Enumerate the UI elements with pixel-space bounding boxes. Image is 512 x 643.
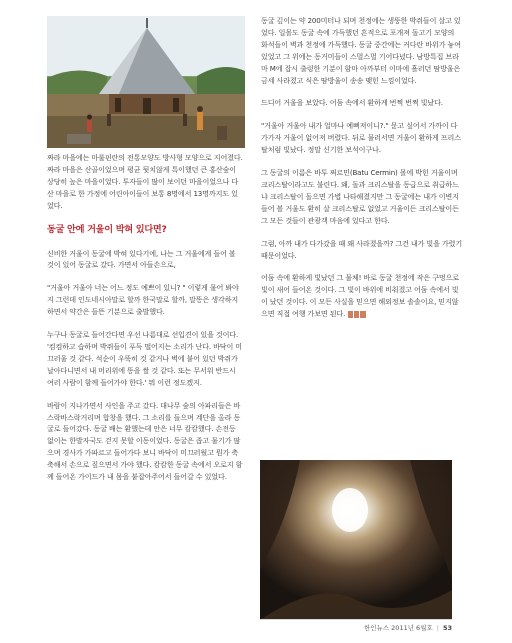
right-paragraph-5: 그럼, 아까 내가 다가갔을 때 왜 사라졌을까? 그건 내가 빛을 가렸기 때문이었다.	[261, 238, 463, 260]
right-text-column	[261, 15, 463, 331]
publication-name: 한인뉴스 2011년 6월호	[363, 624, 433, 632]
cave-light-photo	[260, 460, 452, 620]
page-number: 53	[442, 624, 452, 632]
section-heading: 동굴 안에 거울이 박혀 있다면?	[47, 223, 167, 235]
right-paragraph-6	[261, 272, 463, 320]
left-paragraph-4: 누구나 동굴로 들어간다면 우선 나름대로 선입견이 있을 것이다. '컴컴하고 습하며 박쥐들이 푸득 떨어지는 소리가 난다. 바닥이 미끄러울 것 같다. 석순이 우뚝히 것 같거나 벽에 붙어 있던 박쥐가 날아다니면서 내 머리위에 똥을 쌀 것 같다. 또는 무서워 반드시 여러 사람이 함께 들어가야 한다.' 뭐 이런 정도겠지.	[47, 330, 243, 387]
page-footer	[0, 619, 512, 639]
right-paragraph-4: 그 동굴의 이름은 바투 쩌르민(Batu Cermin) 몰에 박힌 거울이며 크리스탈이라고도 불린다. 왜, 돌과 크리스탈을 동급으로 취급하느냐 크리스탈이 돌으면 가볍 나타해졌지만 그 동굴에는 내가 이변지 들어 볼 거울도 환히 살 크리스탈로 없었고 거울이든 크리스탈이든 그 모든 것들이 관광객 마음에 있다고 한다.	[261, 168, 459, 225]
traditional-house-photo	[47, 16, 245, 148]
right-paragraph-3: "거울아 거울아 내가 얼마나 예뻐져이니?." 묻고 싶어서 가까이 다가가자 거울이 없어져 버렸다. 뒤로 물러서면 거울이 환하게 프리스탈처럼 빛났다. 정말 신기한 보석이구나.	[261, 121, 461, 155]
right-paragraph-1: 동굴 깊이는 약 200미터나 되며 천정에는 생뚱한 박쥐들이 살고 있었다. 일몰도 동굴 속에 가득했던 흔적으로 포개져 돌고기 모양의 화석들이 벽과 천정에 가득했다. 동굴 중간에는 커다란 바위가 놓여 있었고 그 위에는 동거미들이 스멀스멀 기어다녔다. 남방특집 브라마 M에 잡시 출렁한 기분이 함마 아까부터 이마에 흘러던 땀방울은 금세 사라졌고 식은 땀방울이 송송 맺힌 느낌이었다.	[261, 16, 461, 85]
left-paragraph-1: 짜라 마을에는 마룰핀란의 전통모양도 방사형 모양으로 지어졌다. 짜라 마을은 산골이었으며 평균 뒷치않게 특이했던 큰 홍산숲이 상당히 높은 마을이었다. 투자들이 많이 보이던 마을이었으나 다산 마을로 한 가정에 어린아이들이 보통 8명에서 13명까지도 있었다.	[47, 153, 243, 210]
left-paragraph-2: 신비한 거울이 동굴에 박혀 있다기에, 나는 그 거울에게 들어 볼 것이 있어 동굴로 갔다. 가면서 아들손으로,	[47, 248, 236, 270]
left-paragraph-5: 바람이 지나가면서 사인을 주고 갔다. 대나무 숲의 아파리들은 바스락바스락거리며 합창을 했다. 그 소리를 들으며 계단을 올라 동굴로 들어갔다. 동굴 배는 환했는데 안은 너무 캄캄했다. 손전등 없이는 한발자국도 걷지 못할 이동이었다. 동굴은 좁고 물기가 많으며 경사가 가파르고 들어가다 보니 바닥이 미끄러웠고 뭔가 축축해서 손으로 짚으면서 가야 했다. 캄캄한 동굴 속에서 오로지 함께 들어온 가이드가 내 몸을 붙잡아주어서 들어갈 수 있었다.	[47, 400, 243, 482]
traditional-house-illustration	[47, 16, 245, 148]
right-paragraph-6-text: 어둠 속에 환하게 빛났던 그 물체! 바로 동굴 천정에 작은 구멍으로 빛이 새어 들어온 것이다. 그 빛이 바위에 비춰졌고 어둠 속에서 빛이 났던 것이다. 이 모든 사실을 믿으면 해외정보 솔솔이요, 믿지않으면 직접 여행 가보면 된다.	[261, 273, 460, 319]
left-text-column	[47, 152, 243, 494]
footer-divider	[260, 619, 452, 620]
article-end-mark-icon	[348, 311, 366, 318]
left-paragraph-3: "거울아 거울아 너는 어느 정도 예쁘이 있니? " 이렇게 물어 봐야지 그런데 인도네시아말로 할까 한국말로 할까, 말똥은 생각하지 하면서 약간은 들뜬 기분으로 출발했다.	[47, 283, 239, 317]
right-paragraph-2: 드디어 거울을 보았다. 어둠 속에서 환하게 번쩍 번쩍 빛났다.	[261, 98, 443, 108]
footer-separator: |	[436, 624, 439, 632]
cave-light-illustration	[260, 460, 452, 620]
footer-text	[364, 623, 452, 632]
